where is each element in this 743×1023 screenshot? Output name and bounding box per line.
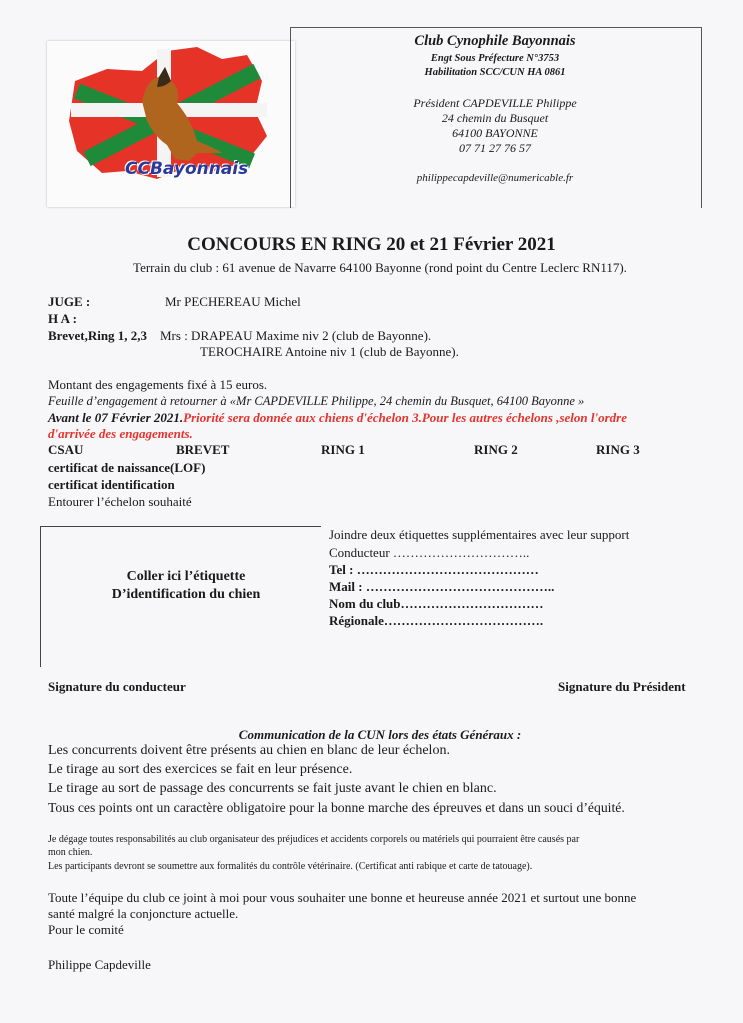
circle-instruction: Entourer l’échelon souhaité (48, 494, 192, 509)
signature-president: Signature du Président (558, 679, 686, 694)
juge-label: JUGE : (48, 294, 91, 309)
tel-field[interactable]: Tel : …………………………………… (329, 562, 539, 577)
deadline-line (48, 410, 627, 426)
cun-line-3: Le tirage au sort de passage des concurrents se fait juste avant le chien en blanc. (48, 781, 497, 796)
cun-line-1: Les concurrents doivent être présents au chien en blanc de leur échelon. (48, 743, 450, 758)
cert-ident: certificat identification (48, 477, 175, 492)
disclaimer-line-2: mon chien. (48, 847, 93, 858)
level-ring-3[interactable]: RING 3 (596, 442, 640, 457)
phone-number: 07 71 27 76 57 (459, 141, 531, 155)
regionale-field[interactable]: Régionale………………………………. (329, 613, 544, 628)
mail-field[interactable]: Mail : …………………………………….. (329, 579, 555, 594)
amount-line: Montant des engagements fixé à 15 euros. (48, 377, 268, 392)
ha-label: H A : (48, 311, 77, 326)
level-csau[interactable]: CSAU (48, 442, 84, 457)
brevet-value-2: TEROCHAIRE Antoine niv 1 (club de Bayonne). (200, 344, 459, 359)
join-labels-line: Joindre deux étiquettes supplémentaires avec leur support (329, 527, 630, 542)
location-line: Terrain du club : 61 avenue de Navarre 64100 Bayonne (rond point du Centre Leclerc RN117). (133, 260, 627, 275)
club-logo (47, 41, 295, 207)
club-name: Club Cynophile Bayonnais (414, 33, 576, 49)
disclaimer-line-3: Les participants devront se soumettre aux formalités du contrôle vétérinaire. (Certificat anti rabique et carte de tatouage). (48, 861, 533, 872)
brevet-label: Brevet,Ring 1, 2,3 (48, 328, 148, 343)
signature-conducteur: Signature du conducteur (48, 679, 186, 694)
closing-line-3: Pour le comité (48, 922, 124, 937)
level-brevet[interactable]: BREVET (176, 442, 230, 457)
dog-on-basque-map-icon (47, 41, 295, 207)
level-ring-2[interactable]: RING 2 (474, 442, 518, 457)
deadline: Avant le 07 Février 2021. (48, 410, 184, 425)
logo-text: CCBayonnais (125, 159, 249, 179)
priority-text-2: d'arrivée des engagements. (48, 426, 193, 441)
closing-line-2: santé malgré la conjoncture actuelle. (48, 906, 239, 921)
cun-line-4: Tous ces points ont un caractère obligatoire pour la bonne marche des épreuves et dans un souci d’équité. (48, 800, 625, 815)
email-address: philippecapdeville@numericable.fr (416, 172, 574, 184)
signature-name: Philippe Capdeville (48, 957, 151, 972)
label-box-line-2: D’identification du chien (111, 587, 261, 602)
juge-value: Mr PECHEREAU Michel (165, 294, 301, 309)
closing-line-1: Toute l’équipe du club ce joint à moi pour vous souhaiter une bonne et heureuse année 2021 et surtout une bonne (48, 890, 637, 905)
cun-line-2: Le tirage au sort des exercices se fait en leur présence. (48, 762, 353, 777)
cert-birth: certificat de naissance(LOF) (48, 460, 206, 475)
level-ring-1[interactable]: RING 1 (321, 442, 365, 457)
disclaimer-line-1: Je dégage toutes responsabilités au club organisateur des préjudices et accidents corporels ou matériels qui pourraient être causés par (48, 834, 580, 845)
cun-heading: Communication de la CUN lors des états Généraux : (238, 727, 522, 742)
priority-text: Priorité sera donnée aux chiens d'échelon 3.Pour les autres échelons ,selon l'ordre (183, 410, 627, 425)
president-name: Président CAPDEVILLE Philippe (413, 96, 577, 110)
address-line-1: 24 chemin du Busquet (441, 111, 549, 125)
address-line-2: 64100 BAYONNE (452, 126, 538, 140)
engt-number: Engt Sous Préfecture N°3753 (430, 53, 560, 64)
club-field[interactable]: Nom du club…………………………… (329, 596, 544, 611)
conducteur-field[interactable]: Conducteur ………………………….. (329, 545, 530, 560)
label-box-line-1: Coller ici l’étiquette (126, 569, 246, 584)
brevet-value-1: Mrs : DRAPEAU Maxime niv 2 (club de Bayonne). (160, 328, 432, 343)
page-title: CONCOURS EN RING 20 et 21 Février 2021 (187, 234, 556, 255)
habilitation: Habilitation SCC/CUN HA 0861 (424, 67, 566, 78)
return-line: Feuille d’engagement à retourner à «Mr CAPDEVILLE Philippe, 24 chemin du Busquet, 64100 Bayonne » (48, 394, 585, 408)
